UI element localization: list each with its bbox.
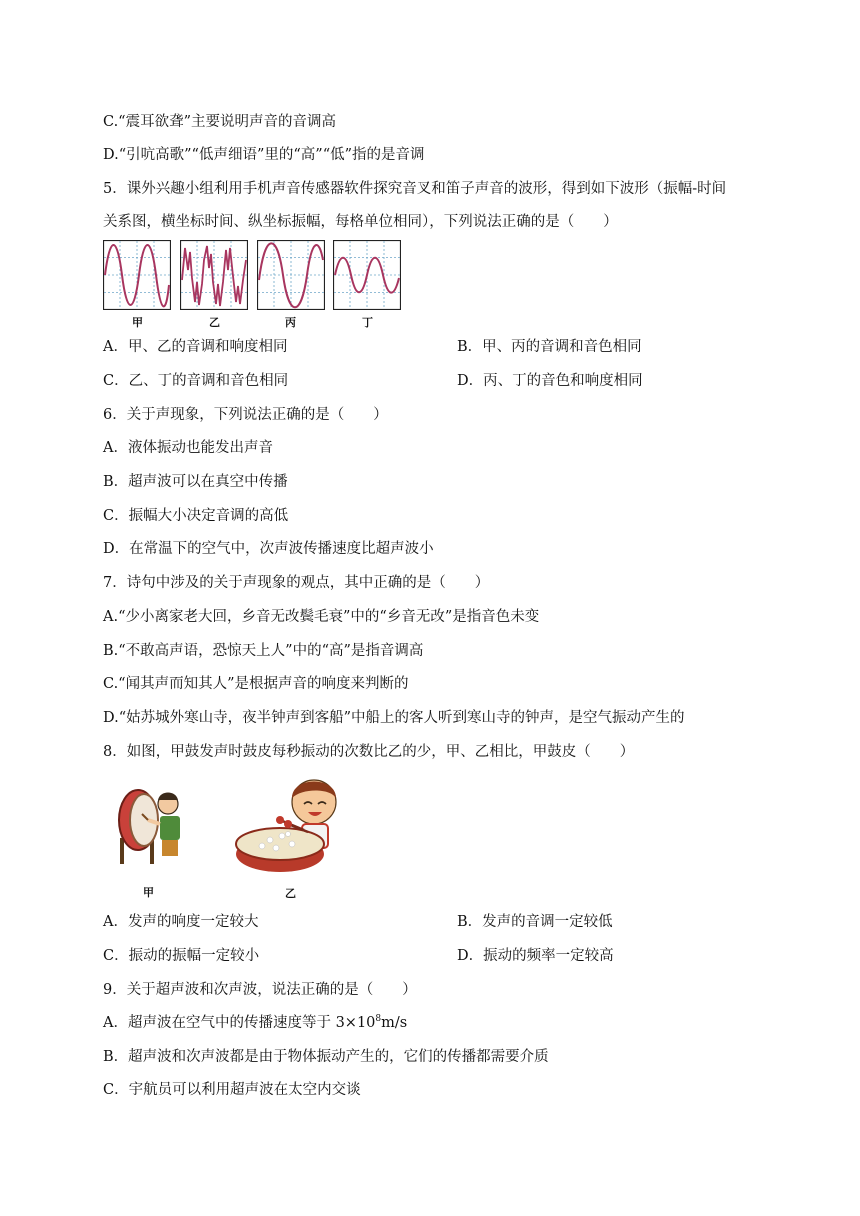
q8-stem: 8．如图，甲鼓发声时鼓皮每秒振动的次数比乙的少，甲、乙相比，甲鼓皮（ ） (103, 744, 635, 760)
drum-jia-illustration (110, 782, 216, 866)
q6-stem: 6．关于声现象，下列说法正确的是（ ） (103, 407, 388, 423)
q8-option-b: B．发声的音调一定较低 (457, 914, 613, 930)
q6-option-b: B．超声波可以在真空中传播 (103, 474, 288, 490)
q7-option-d: D.“姑苏城外寒山寺，夜半钟声到客船”中船上的客人听到寒山寺的钟声，是空气振动产生的 (103, 710, 685, 726)
q9-option-c: C．宇航员可以利用超声波在太空内交谈 (103, 1082, 361, 1098)
q7-option-c: C.“闻其声而知其人”是根据声音的响度来判断的 (103, 676, 409, 692)
q6-option-d: D．在常温下的空气中，次声波传播速度比超声波小 (103, 541, 434, 557)
q9-option-a-exponent: 8 (375, 1014, 382, 1025)
q5-stem-line2: 关系图，横坐标时间、纵坐标振幅，每格单位相同），下列说法正确的是（ ） (103, 214, 618, 230)
waveform-label-yi: 乙 (209, 316, 220, 329)
q5-option-a: A．甲、乙的音调和响度相同 (103, 339, 288, 355)
q5-option-b: B．甲、丙的音调和音色相同 (457, 339, 642, 355)
q7-option-b: B.“不敢高声语，恐惊天上人”中的“高”是指音调高 (103, 643, 424, 659)
q9-option-a-text: A．超声波在空气中的传播速度等于 3×10 (103, 1015, 376, 1031)
q4-option-c: C.“震耳欲聋”主要说明声音的音调高 (103, 114, 337, 130)
waveform-label-jia: 甲 (132, 316, 143, 329)
q6-option-a: A．液体振动也能发出声音 (103, 440, 273, 456)
waveform-yi (180, 240, 248, 310)
q5-stem-line1: 5．课外兴趣小组利用手机声音传感器软件探究音叉和笛子声音的波形，得到如下波形（振幅-时间 (103, 181, 727, 197)
q5-option-d: D．丙、丁的音色和响度相同 (457, 373, 643, 389)
q9-stem: 9．关于超声波和次声波，说法正确的是（ ） (103, 982, 417, 998)
q9-option-a-unit: m/s (381, 1015, 408, 1031)
q8-option-a: A．发声的响度一定较大 (103, 914, 259, 930)
q9-option-b: B．超声波和次声波都是由于物体振动产生的，它们的传播都需要介质 (103, 1049, 549, 1065)
q8-option-d: D．振动的频率一定较高 (457, 948, 614, 964)
drum-label-yi: 乙 (285, 887, 296, 900)
q7-option-a: A.“少小离家老大回，乡音无改鬓毛衰”中的“乡音无改”是指音色未变 (103, 609, 540, 625)
drum-label-jia: 甲 (143, 886, 154, 899)
waveform-jia (103, 240, 171, 310)
q8-option-c: C．振动的振幅一定较小 (103, 948, 260, 964)
q6-option-c: C．振幅大小决定音调的高低 (103, 508, 289, 524)
waveform-ding (333, 240, 401, 310)
q5-option-c: C．乙、丁的音调和音色相同 (103, 373, 289, 389)
waveform-bing (257, 240, 325, 310)
waveform-label-bing: 丙 (285, 316, 296, 329)
drum-yi-illustration (232, 774, 354, 878)
waveform-label-ding: 丁 (362, 316, 373, 329)
q7-stem: 7．诗句中涉及的关于声现象的观点，其中正确的是（ ） (103, 575, 490, 591)
q4-option-d: D.“引吭高歌”“低声细语”里的“高”“低”指的是音调 (103, 147, 425, 163)
q9-option-a (103, 1013, 407, 1033)
